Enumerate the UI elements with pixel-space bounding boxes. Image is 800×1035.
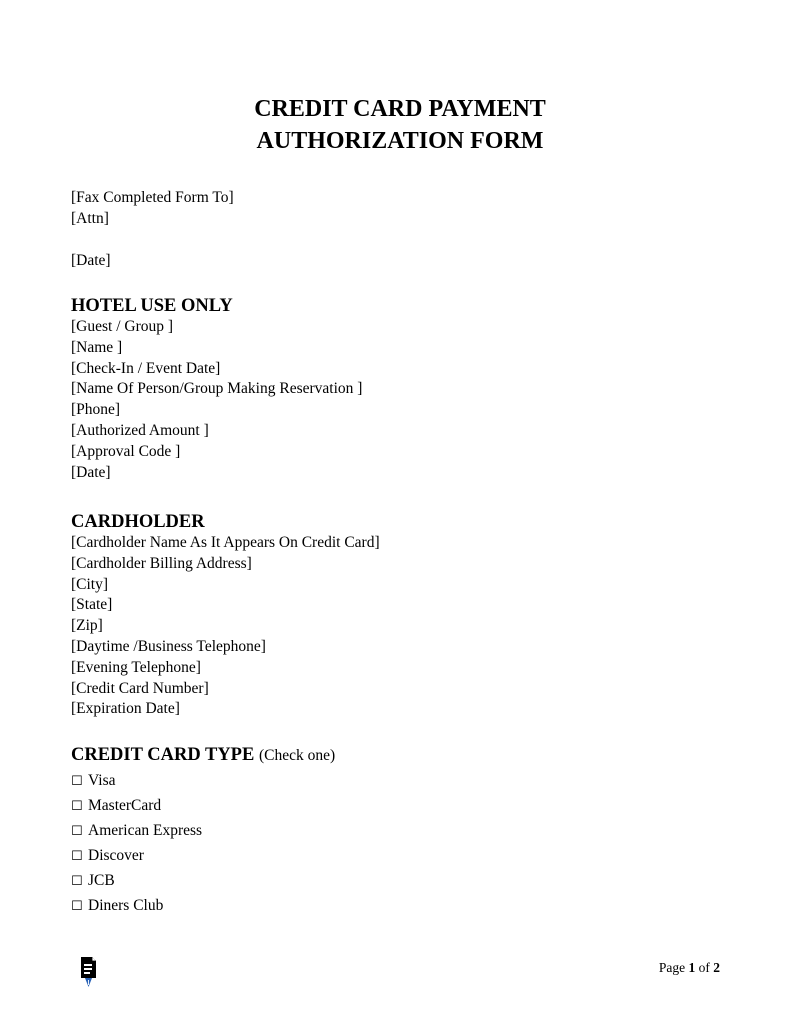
hotel-field-reservation-maker: [Name Of Person/Group Making Reservation ] bbox=[71, 380, 363, 398]
cardholder-field-daytime-phone: [Daytime /Business Telephone] bbox=[71, 637, 266, 655]
hotel-field-name: [Name ] bbox=[71, 338, 123, 356]
cardholder-field-state: [State] bbox=[71, 596, 113, 614]
hotel-use-section bbox=[71, 295, 731, 483]
attn-field: [Attn] bbox=[71, 209, 109, 227]
hotel-field-date: [Date] bbox=[71, 463, 111, 481]
fax-block bbox=[71, 188, 731, 230]
document-title bbox=[0, 93, 800, 157]
card-option-visa[interactable] bbox=[71, 769, 731, 794]
cardholder-field-expiration: [Expiration Date] bbox=[71, 700, 180, 718]
page-of: of bbox=[698, 960, 710, 975]
date-field: [Date] bbox=[71, 252, 111, 269]
date-block bbox=[71, 251, 731, 272]
cardholder-field-zip: [Zip] bbox=[71, 617, 103, 635]
title-line-1: CREDIT CARD PAYMENT bbox=[254, 96, 546, 122]
checkbox-icon[interactable]: ☐ bbox=[71, 799, 83, 814]
cardholder-field-billing-address: [Cardholder Billing Address] bbox=[71, 554, 252, 572]
checkbox-icon[interactable]: ☐ bbox=[71, 874, 83, 889]
hotel-field-authorized-amount: [Authorized Amount ] bbox=[71, 421, 209, 439]
checkbox-icon[interactable]: ☐ bbox=[71, 849, 83, 864]
hotel-field-approval-code: [Approval Code ] bbox=[71, 442, 181, 460]
cardholder-heading: CARDHOLDER bbox=[71, 512, 205, 532]
checkbox-icon[interactable]: ☐ bbox=[71, 899, 83, 914]
page-label: Page bbox=[658, 960, 686, 975]
card-option-label: American Express bbox=[88, 822, 203, 839]
cardholder-field-city: [City] bbox=[71, 575, 109, 593]
page-total: 2 bbox=[713, 960, 720, 975]
cardholder-field-evening-phone: [Evening Telephone] bbox=[71, 658, 201, 676]
eforms-logo-icon bbox=[78, 956, 98, 988]
card-option-jcb[interactable] bbox=[71, 869, 731, 894]
cardholder-field-card-number: [Credit Card Number] bbox=[71, 679, 209, 697]
checkbox-icon[interactable]: ☐ bbox=[71, 824, 83, 839]
checkbox-icon[interactable]: ☐ bbox=[71, 774, 83, 789]
card-option-label: Discover bbox=[88, 847, 144, 864]
card-option-label: Diners Club bbox=[88, 897, 164, 914]
cardholder-field-name: [Cardholder Name As It Appears On Credit Card] bbox=[71, 534, 380, 551]
fax-to-field: [Fax Completed Form To] bbox=[71, 189, 234, 206]
card-option-diners-club[interactable] bbox=[71, 894, 731, 919]
card-option-label: MasterCard bbox=[88, 797, 162, 814]
page-current: 1 bbox=[688, 960, 696, 975]
page-number bbox=[659, 960, 720, 976]
hotel-field-phone: [Phone] bbox=[71, 401, 121, 419]
hotel-field-check-in: [Check-In / Event Date] bbox=[71, 359, 221, 377]
card-option-discover[interactable] bbox=[71, 844, 731, 869]
title-line-2: AUTHORIZATION FORM bbox=[256, 128, 544, 154]
card-option-american-express[interactable] bbox=[71, 819, 731, 844]
hotel-field-guest-group: [Guest / Group ] bbox=[71, 318, 174, 335]
card-type-heading-text: CREDIT CARD TYPE bbox=[71, 745, 255, 765]
card-type-section bbox=[71, 744, 731, 919]
card-option-label: Visa bbox=[88, 772, 116, 789]
card-option-mastercard[interactable] bbox=[71, 794, 731, 819]
cardholder-section bbox=[71, 511, 731, 720]
card-type-heading bbox=[71, 744, 731, 767]
card-option-label: JCB bbox=[88, 872, 115, 889]
hotel-use-heading: HOTEL USE ONLY bbox=[71, 296, 233, 316]
card-type-note: (Check one) bbox=[258, 747, 336, 764]
